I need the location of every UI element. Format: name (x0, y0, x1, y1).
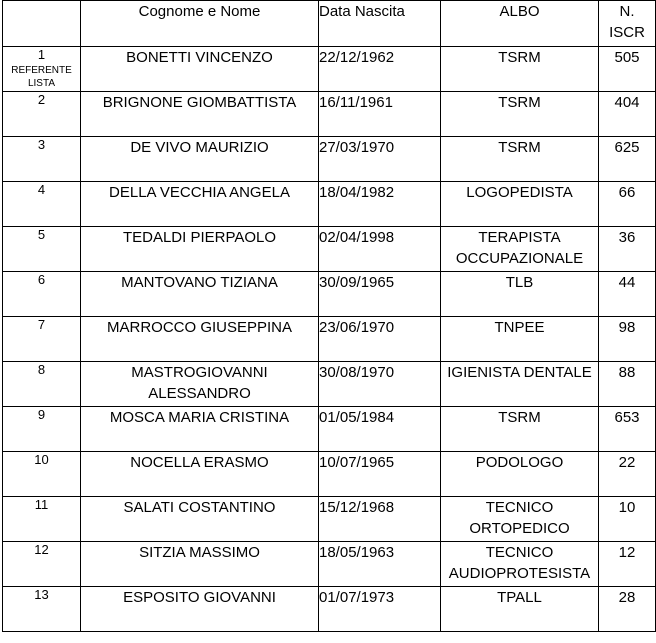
row-number-cell (3, 272, 81, 317)
birth-date-cell: 30/09/1965 (319, 272, 441, 317)
name-line: ALESSANDRO (148, 385, 251, 402)
name-line: DE VIVO MAURIZIO (130, 139, 269, 156)
row-number: 3 (37, 137, 46, 152)
row-number: 2 (37, 92, 46, 107)
iscr-number-cell: 98 (599, 317, 656, 362)
birth-date-cell: 01/07/1973 (319, 587, 441, 632)
header-albo: ALBO (441, 1, 599, 47)
albo-line: TPALL (497, 589, 542, 606)
name-cell (81, 452, 319, 497)
albo-cell (441, 407, 599, 452)
table-row (3, 47, 656, 92)
name-line: SALATI COSTANTINO (123, 499, 276, 516)
albo-line: TECNICO (485, 544, 554, 561)
name-line: BONETTI VINCENZO (126, 49, 273, 66)
albo-cell (441, 497, 599, 542)
albo-line: PODOLOGO (475, 454, 564, 471)
row-number: 6 (37, 272, 46, 287)
row-number-cell (3, 182, 81, 227)
iscr-number-cell: 44 (599, 272, 656, 317)
name-cell (81, 272, 319, 317)
iscr-number-cell: 66 (599, 182, 656, 227)
albo-cell (441, 542, 599, 587)
name-line: BRIGNONE GIOMBATTISTA (102, 94, 297, 111)
name-cell (81, 47, 319, 92)
birth-date-cell: 18/05/1963 (319, 542, 441, 587)
albo-line: LOGOPEDISTA (466, 184, 573, 201)
row-number-cell (3, 47, 81, 92)
name-line: MANTOVANO TIZIANA (121, 274, 278, 291)
row-number-cell (3, 587, 81, 632)
birth-date-cell: 15/12/1968 (319, 497, 441, 542)
table-header-row (3, 1, 656, 47)
row-number-cell (3, 452, 81, 497)
albo-line: TSRM (498, 49, 541, 66)
iscr-number-cell: 653 (599, 407, 656, 452)
albo-line: TLB (505, 274, 534, 291)
birth-date-cell: 10/07/1965 (319, 452, 441, 497)
birth-date-cell: 02/04/1998 (319, 227, 441, 272)
name-cell (81, 137, 319, 182)
table-row (3, 137, 656, 182)
albo-line: TECNICO (485, 499, 554, 516)
iscr-number-cell: 36 (599, 227, 656, 272)
birth-date-cell: 22/12/1962 (319, 47, 441, 92)
iscr-number-cell: 404 (599, 92, 656, 137)
albo-cell (441, 452, 599, 497)
name-cell (81, 542, 319, 587)
header-iscr (599, 1, 656, 47)
table-row (3, 407, 656, 452)
header-iscr-line1: N. (619, 3, 635, 20)
iscr-number-cell: 12 (599, 542, 656, 587)
name-line: MOSCA MARIA CRISTINA (109, 409, 290, 426)
name-line: DELLA VECCHIA ANGELA (109, 184, 290, 201)
albo-line: TNPEE (494, 319, 545, 336)
iscr-number-cell: 88 (599, 362, 656, 407)
name-cell (81, 497, 319, 542)
row-number-cell (3, 92, 81, 137)
albo-line: AUDIOPROTESISTA (448, 565, 591, 582)
header-name: Cognome e Nome (81, 1, 319, 47)
name-cell (81, 317, 319, 362)
iscr-number-cell: 28 (599, 587, 656, 632)
header-birth-date: Data Nascita (319, 1, 441, 47)
iscr-number-cell: 10 (599, 497, 656, 542)
albo-cell (441, 137, 599, 182)
candidate-list-table (2, 0, 656, 632)
birth-date-cell: 16/11/1961 (319, 92, 441, 137)
row-number: 9 (37, 407, 46, 422)
row-number-cell (3, 407, 81, 452)
name-line: NOCELLA ERASMO (130, 454, 269, 471)
name-line: ESPOSITO GIOVANNI (123, 589, 276, 606)
birth-date-cell: 27/03/1970 (319, 137, 441, 182)
birth-date-cell: 23/06/1970 (319, 317, 441, 362)
row-number-cell (3, 362, 81, 407)
albo-line: IGIENISTA DENTALE (447, 364, 592, 381)
name-cell (81, 362, 319, 407)
albo-line: TERAPISTA (478, 229, 561, 246)
row-number: 1 (37, 47, 46, 62)
albo-cell (441, 272, 599, 317)
name-cell (81, 587, 319, 632)
table-row (3, 227, 656, 272)
row-number-cell (3, 497, 81, 542)
name-cell (81, 407, 319, 452)
name-line: MASTROGIOVANNI (131, 364, 268, 381)
iscr-number-cell: 505 (599, 47, 656, 92)
row-number-cell (3, 137, 81, 182)
header-iscr-line2: ISCR (609, 24, 645, 41)
table-row (3, 362, 656, 407)
name-cell (81, 227, 319, 272)
table-row (3, 317, 656, 362)
name-line: SITZIA MASSIMO (139, 544, 260, 561)
name-line: MARROCCO GIUSEPPINA (106, 319, 293, 336)
birth-date-cell: 01/05/1984 (319, 407, 441, 452)
name-cell (81, 182, 319, 227)
row-number: 13 (34, 587, 49, 602)
albo-cell (441, 587, 599, 632)
row-number: 4 (37, 182, 46, 197)
row-number: 8 (37, 362, 46, 377)
albo-cell (441, 227, 599, 272)
iscr-number-cell: 625 (599, 137, 656, 182)
row-number-cell (3, 227, 81, 272)
table-row (3, 542, 656, 587)
table-row (3, 587, 656, 632)
birth-date-cell: 30/08/1970 (319, 362, 441, 407)
iscr-number-cell: 22 (599, 452, 656, 497)
albo-cell (441, 182, 599, 227)
birth-date-cell: 18/04/1982 (319, 182, 441, 227)
table-body (3, 47, 656, 632)
name-line: TEDALDI PIERPAOLO (122, 229, 277, 246)
table-row (3, 452, 656, 497)
albo-cell (441, 317, 599, 362)
albo-cell (441, 47, 599, 92)
albo-cell (441, 92, 599, 137)
table-row (3, 272, 656, 317)
row-number: 5 (37, 227, 46, 242)
albo-cell (441, 362, 599, 407)
row-number-cell (3, 317, 81, 362)
name-cell (81, 92, 319, 137)
table-row (3, 92, 656, 137)
header-number (3, 1, 81, 47)
table-row (3, 497, 656, 542)
row-number: 10 (34, 452, 49, 467)
row-number: 7 (37, 317, 46, 332)
row-number-cell (3, 542, 81, 587)
referente-note: REFERENTE LISTA (11, 65, 72, 89)
albo-line: TSRM (498, 139, 541, 156)
table-row (3, 182, 656, 227)
albo-line: OCCUPAZIONALE (455, 250, 584, 267)
row-number: 12 (34, 542, 49, 557)
row-number: 11 (34, 497, 49, 512)
albo-line: ORTOPEDICO (469, 520, 570, 537)
albo-line: TSRM (498, 94, 541, 111)
albo-line: TSRM (498, 409, 541, 426)
